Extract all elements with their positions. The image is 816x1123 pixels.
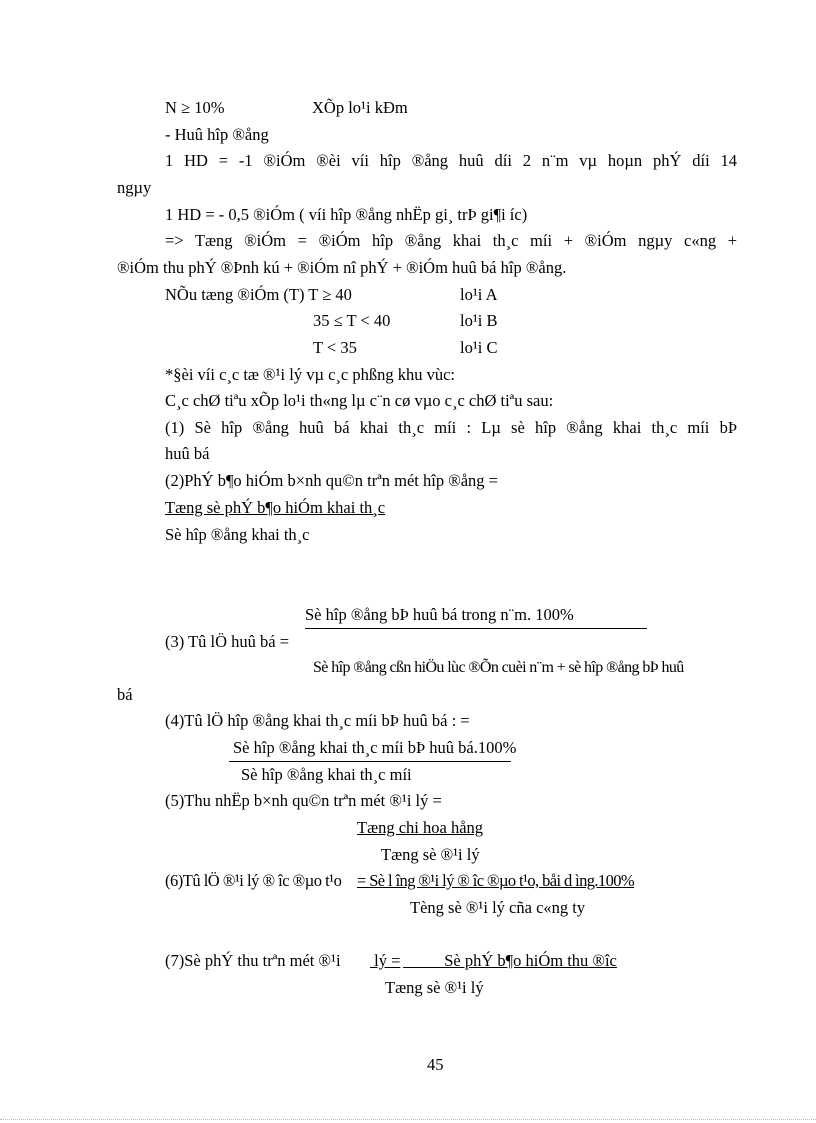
text-line: ®iÓm thu phÝ ®Þnh kú + ®iÓm nî phÝ + ®iÓm huû bá hîp ®ång. xyxy=(117,258,567,277)
text-line: ngµy xyxy=(117,178,152,197)
fraction-numerator: = Sè l îng ®¹i lý ® îc ®µo t¹o, båi d ìng.100% xyxy=(357,871,635,890)
fraction-numerator: Tæng sè phÝ b¶o hiÓm khai th¸c xyxy=(165,498,386,517)
fraction-bar xyxy=(305,628,647,629)
fraction-denominator: Sè hîp ®ång cßn hiÖu lùc ®Õn cuèi n¨m + sè hîp ®ång bÞ huû xyxy=(313,659,684,676)
text-line: N ≥ 10% xyxy=(165,98,225,117)
text-line: (6)Tû lÖ ®¹i lý ® îc ®µo t¹o xyxy=(165,871,342,890)
text-line: huû bá xyxy=(165,444,210,463)
fraction-numerator: Tæng chi hoa hång xyxy=(357,818,484,837)
fraction-denominator: Tæng sè ®¹i lý xyxy=(381,845,480,864)
text-line: bá xyxy=(117,685,133,704)
page-edge-divider xyxy=(0,1119,816,1120)
text-line: lo¹i C xyxy=(460,338,498,357)
fraction-denominator: Tèng sè ®¹i lý cña c«ng ty xyxy=(410,898,586,917)
text-line: (7)Sè phÝ thu trªn mét ®¹i xyxy=(165,951,341,970)
text-line: (2)PhÝ b¶o hiÓm b×nh qu©n trªn mét hîp ®ång = xyxy=(165,471,498,490)
text-line: (4)Tû lÖ hîp ®ång khai th¸c míi bÞ huû bá : = xyxy=(165,711,470,730)
text-line: (3) Tû lÖ huû bá = xyxy=(165,632,290,651)
fraction-bar xyxy=(229,761,511,762)
text-line: lo¹i B xyxy=(460,311,498,330)
text-line: T < 35 xyxy=(313,338,357,357)
fraction-numerator: Sè hîp ®ång bÞ huû bá trong n¨m. 100% xyxy=(305,605,574,624)
text-line: lo¹i A xyxy=(460,285,498,304)
text-line: 1 HD = - 0,5 ®iÓm ( víi hîp ®ång nhËp gi¸ trÞ gi¶i íc) xyxy=(165,205,528,224)
fraction-numerator: Sè hîp ®ång khai th¸c míi bÞ huû bá.100% xyxy=(233,738,517,757)
page-number: 45 xyxy=(427,1055,444,1074)
text-line: (1) Sè hîp ®ång huû bá khai th¸c míi : Lµ sè hîp ®ång khai th¸c míi bÞ xyxy=(165,418,737,437)
text-line: (5)Thu nhËp b×nh qu©n trªn mét ®¹i lý = xyxy=(165,791,442,810)
text-line: NÕu tæng ®iÓm (T) T ≥ 40 xyxy=(165,285,352,304)
fraction-numerator: Sè phÝ b¶o hiÓm thu ®îc xyxy=(403,951,617,970)
fraction-numerator: lý = xyxy=(370,951,401,970)
text-line: 1 HD = -1 ®iÓm ®èi víi hîp ®ång huû díi 2 n¨m vµ hoµn phÝ díi 14 xyxy=(165,151,737,170)
text-line: C¸c chØ tiªu xÕp lo¹i th«ng lµ c¨n cø vµo c¸c chØ tiªu sau: xyxy=(165,391,554,410)
text-line: - Huû hîp ®ång xyxy=(165,125,269,144)
text-line: 35 ≤ T < 40 xyxy=(313,311,391,330)
text-line: => Tæng ®iÓm = ®iÓm hîp ®ång khai th¸c míi + ®iÓm ngµy c«ng + xyxy=(165,231,737,250)
text-line: XÕp lo¹i kÐm xyxy=(312,98,408,117)
fraction-denominator: Tæng sè ®¹i lý xyxy=(385,978,484,997)
fraction-denominator: Sè hîp ®ång khai th¸c míi xyxy=(241,765,412,784)
text-line: *§èi víi c¸c tæ ®¹i lý vµ c¸c phßng khu vùc: xyxy=(165,365,456,384)
fraction-denominator: Sè hîp ®ång khai th¸c xyxy=(165,525,310,544)
